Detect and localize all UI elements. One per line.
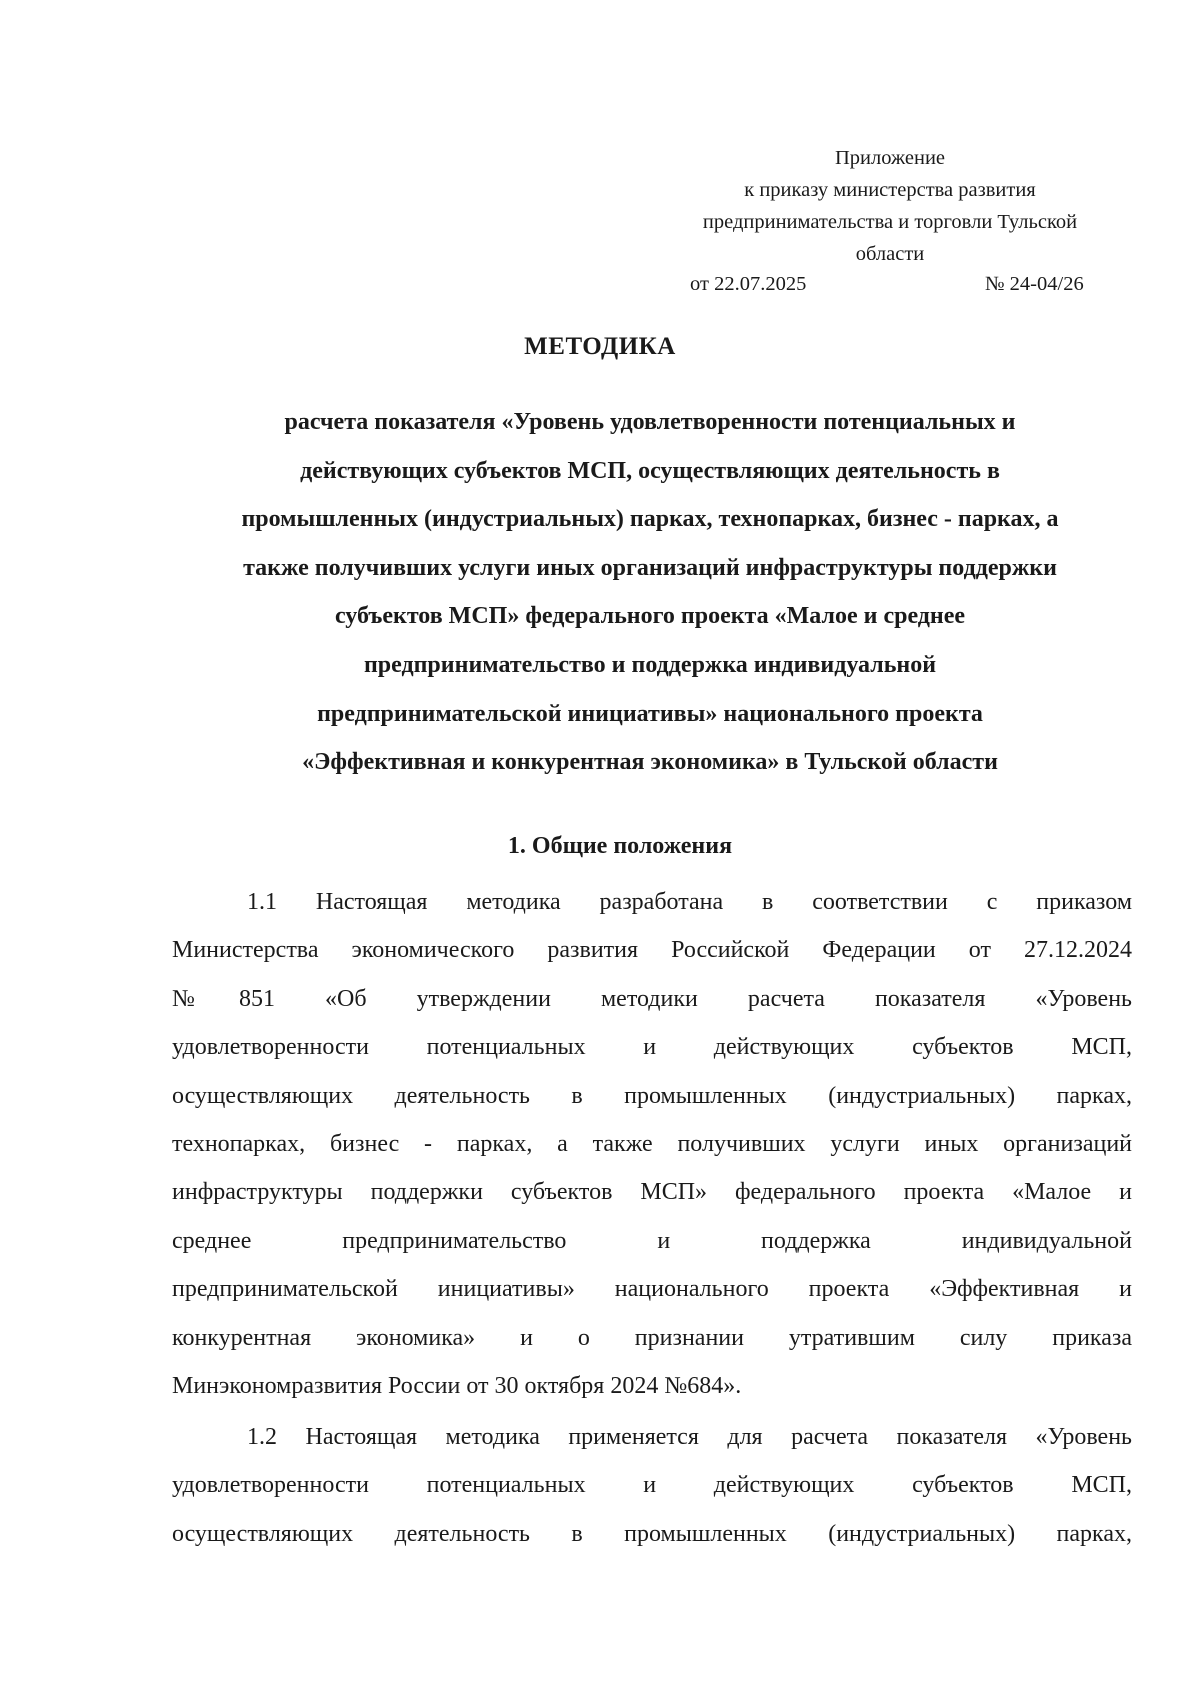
- attachment-line: области: [855, 243, 925, 265]
- attachment-line: Приложение: [834, 147, 946, 169]
- subtitle-line: промышленных (индустриальных) парках, технопарках, бизнес - парках, а: [241, 506, 1059, 533]
- subtitle-line: предпринимательской инициативы» национального проекта: [317, 700, 983, 727]
- attachment-line: предпринимательства и торговли Тульской: [702, 211, 1078, 233]
- paragraph-line: технопарках, бизнес - парках, а также получивших услуги иных организаций: [172, 1130, 1132, 1157]
- paragraph-line: Минэкономразвития России от 30 октября 2024 №684».: [172, 1372, 742, 1399]
- paragraph-line: №851 «Об утверждении методики расчета показателя «Уровень: [172, 985, 1132, 1012]
- paragraph-1-2: [172, 1413, 1132, 1558]
- order-number: № 24-04/26: [985, 273, 1084, 295]
- paragraph-line: 1.1 Настоящая методика разработана в соответствии с приказом: [247, 889, 1132, 915]
- paragraph-line: Министерства экономического развития Российской Федерации от 27.12.2024: [172, 937, 1132, 964]
- paragraph-line: 1.2 Настоящая методика применяется для расчета показателя «Уровень: [247, 1424, 1132, 1450]
- document-subtitle: [150, 398, 1150, 787]
- paragraph-line: осуществляющих деятельность в промышленных (индустриальных) парках,: [172, 1082, 1132, 1109]
- section-heading: 1. Общие положения: [507, 833, 733, 859]
- subtitle-line: предпринимательство и поддержка индивидуальной: [363, 651, 937, 678]
- subtitle-line: «Эффективная и конкурентная экономика» в Тульской области: [302, 749, 998, 776]
- paragraph-line: осуществляющих деятельность в промышленных (индустриальных) парках,: [172, 1520, 1132, 1547]
- document-title: МЕТОДИКА: [524, 333, 676, 360]
- subtitle-line: субъектов МСП» федерального проекта «Малое и среднее: [334, 603, 966, 630]
- order-date: от 22.07.2025: [690, 273, 807, 295]
- paragraph-line: предпринимательской инициативы» национального проекта «Эффективная и: [172, 1276, 1132, 1303]
- paragraph-1-1: [172, 878, 1132, 1410]
- paragraph-line: конкурентная экономика» и о признании утратившим силу приказа: [172, 1324, 1132, 1351]
- paragraph-line: удовлетворенности потенциальных и действующих субъектов МСП,: [172, 1472, 1132, 1499]
- attachment-line: к приказу министерства развития: [744, 179, 1036, 201]
- subtitle-line: также получивших услуги иных организаций инфраструктуры поддержки: [243, 554, 1057, 581]
- paragraph-line: инфраструктуры поддержки субъектов МСП» федерального проекта «Малое и: [172, 1179, 1132, 1206]
- subtitle-line: действующих субъектов МСП, осуществляющих деятельность в: [300, 457, 1000, 484]
- paragraph-line: среднее предпринимательство и поддержка индивидуальной: [172, 1227, 1132, 1254]
- attachment-header: [660, 142, 1120, 270]
- subtitle-line: расчета показателя «Уровень удовлетворенности потенциальных и: [284, 409, 1016, 435]
- paragraph-line: удовлетворенности потенциальных и действующих субъектов МСП,: [172, 1034, 1132, 1061]
